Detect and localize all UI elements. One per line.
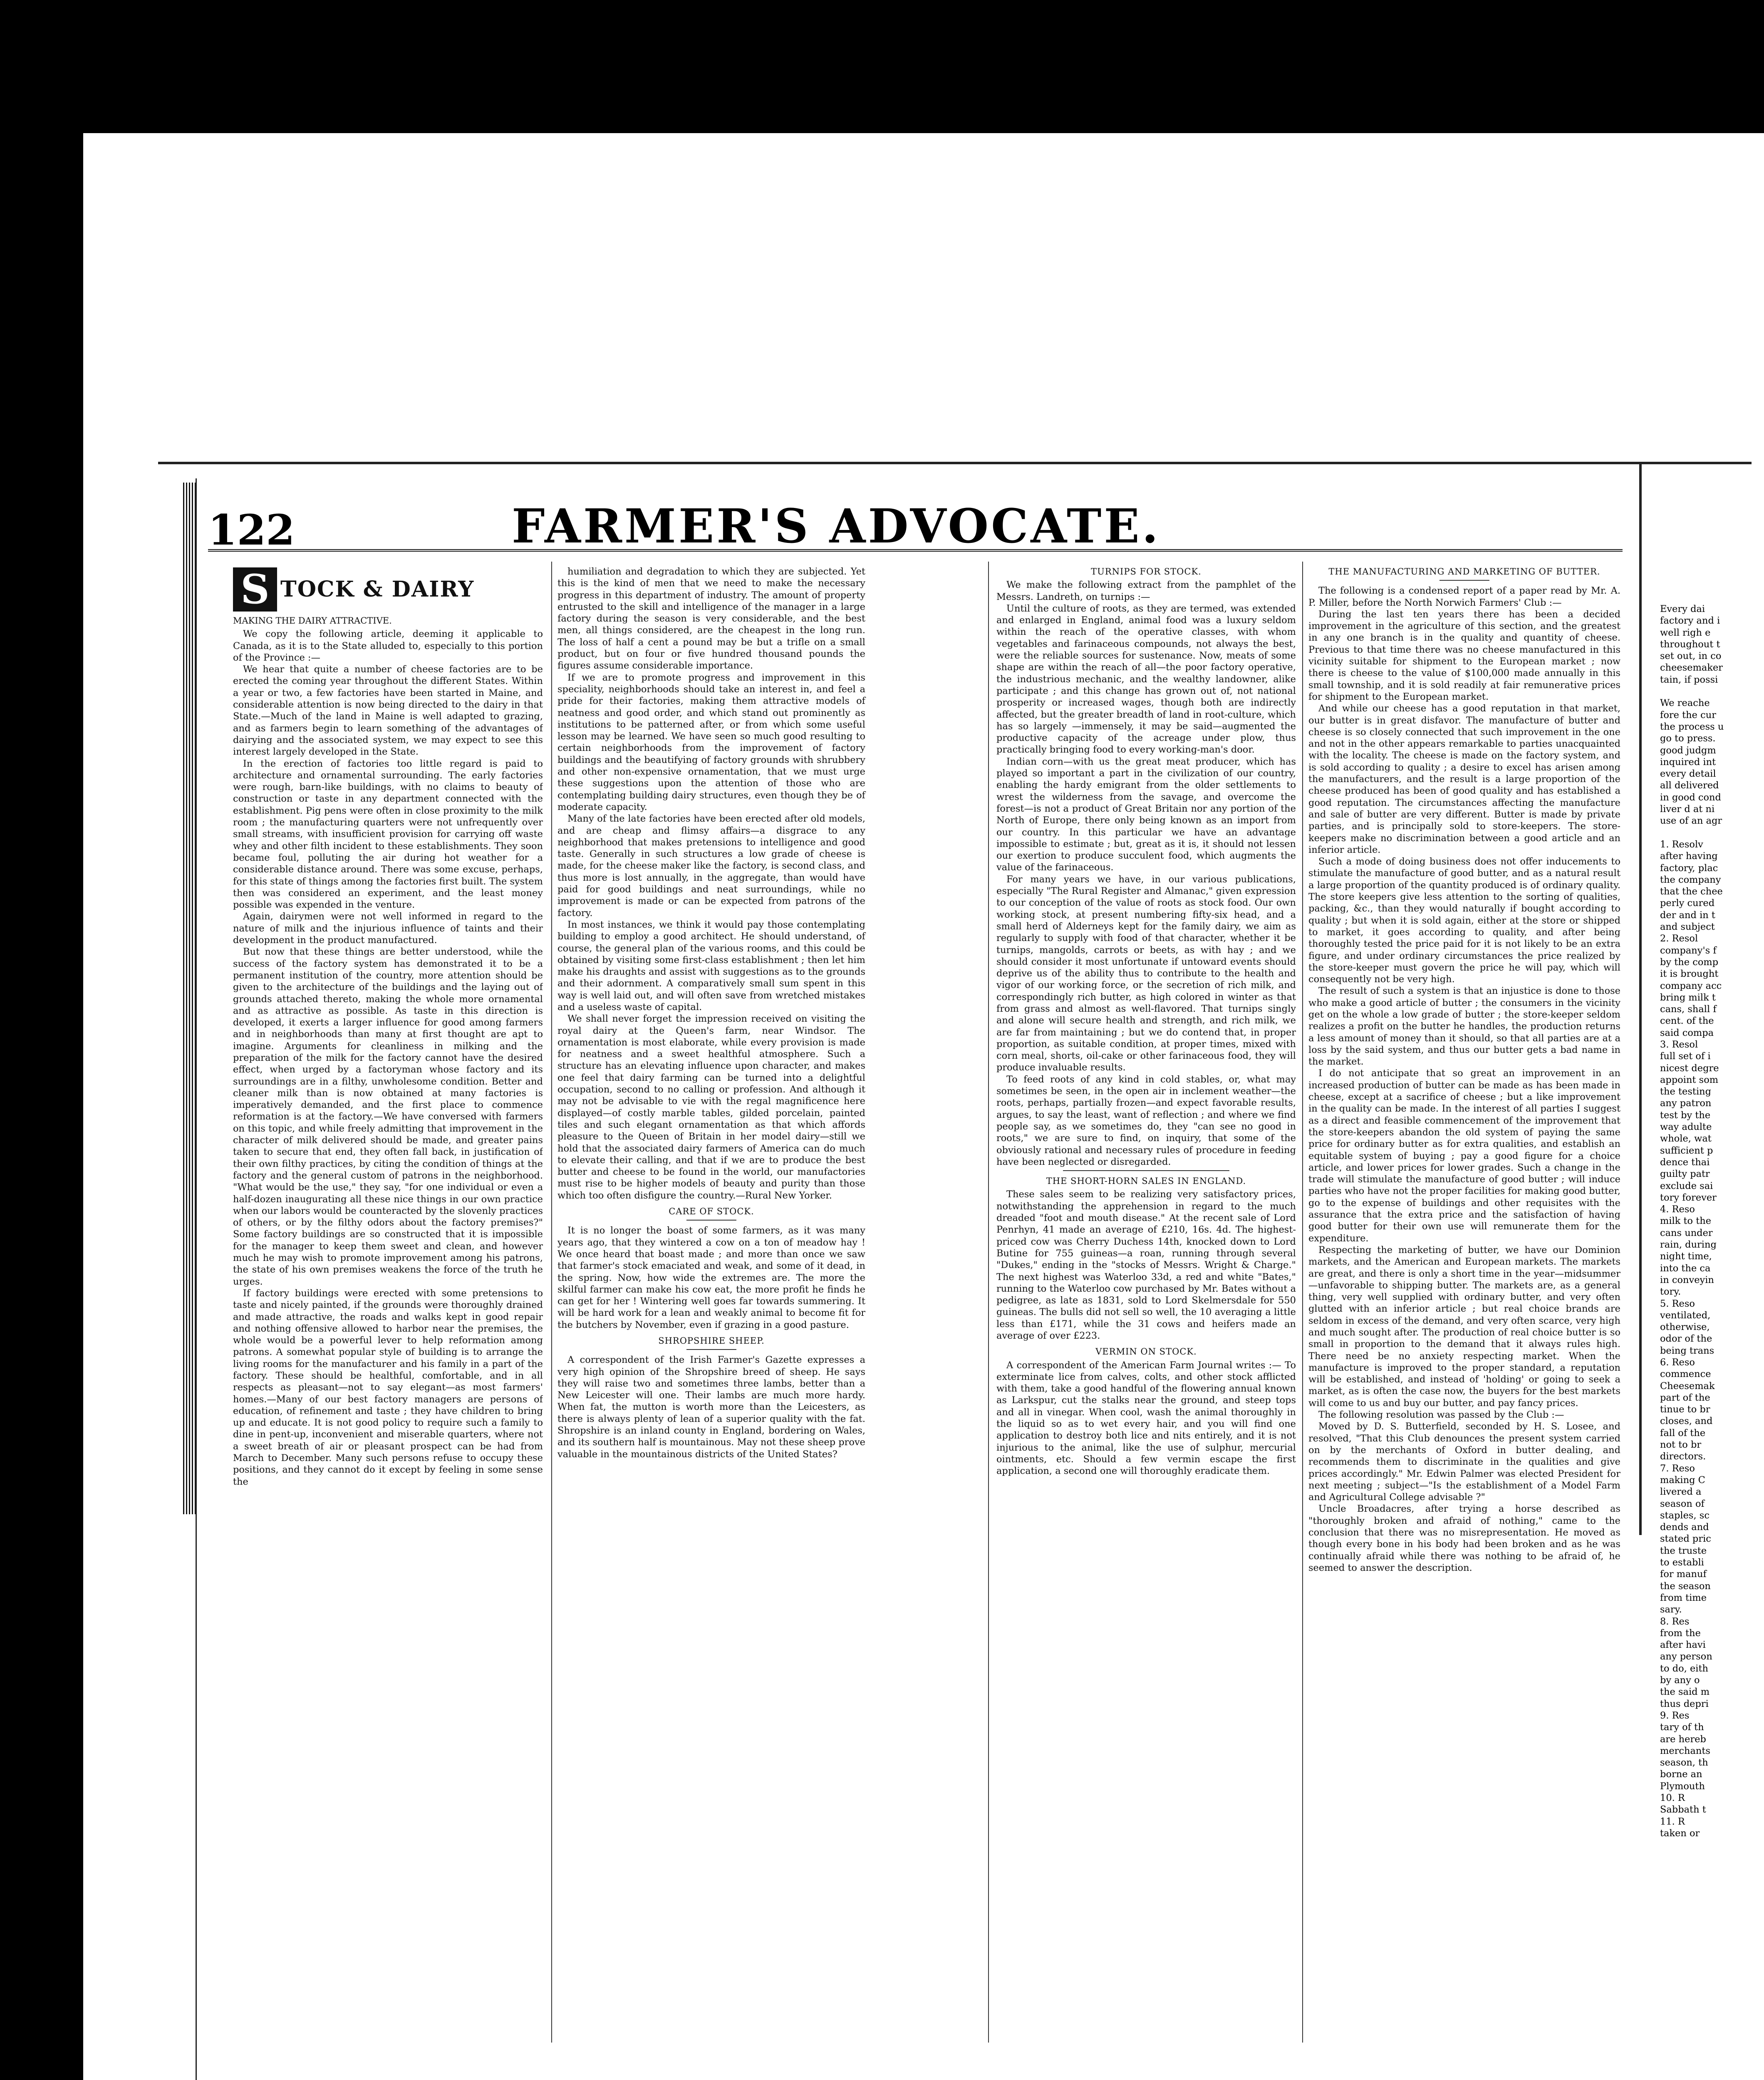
fragment-line: throughout t [1660,639,1720,650]
fragment-line: the testing [1660,1086,1712,1097]
section-title [233,567,543,612]
article-heading-care: CARE OF STOCK. [669,1206,754,1217]
fragment-line: said compa [1660,1027,1714,1038]
fragment-line: Every dai [1660,604,1705,614]
fragment-line: 8. Res [1660,1616,1690,1627]
ornamental-initial: S [233,567,277,612]
paragraph: We make the following extract from the pamphlet of the Messrs. Landreth, on turnips :— [996,579,1296,602]
column-stock-dairy [233,566,543,2080]
fragment-line: cans under [1660,1227,1713,1238]
column-rule [1302,562,1303,2043]
fragment-line: tory forever [1660,1192,1717,1203]
fragment-line: sufficient p [1660,1145,1713,1156]
column-two [557,566,982,2080]
fragment-line: way adulte [1660,1122,1712,1133]
paragraph: But now that these things are better understood, while the success of the factory system has demonstrated it to be a permanent institution of the country, more attention should be given to the architecture of the buildings and the laying out of grounds attached thereto, making the whole more ornamental and as attractive as possible. As taste in this direction is developed, it exerts a larger influence for good among farmers and in neighborhoods than many at first thought are apt to imagine. Arguments for cleanliness in milking and the preparation of the milk for the factory cannot have the desired effect, when urged by a factoryman whose factory and its surroundings are in a filthy, unwholesome condition. Better and cleaner milk than is now obtained at many factories is imperatively demanded, and the first place to commence reformation is at the factory.—We have conversed with farmers on this topic, and while freely admitting that improvement in the character of milk delivered should be made, and greater pains taken to secure that end, they often fall back, in justification of their own filthy practices, by citing the condition of things at the factory and the general custom of patrons in the neighborhood. "What would be the use," they say, "for one individual or even a half-dozen inaugurating all these nice things in our own practice when our labors would be counteracted by the slovenly practices of others, or by the filthy odors about the factory premises?" Some factory buildings are so constructed that it is impossible for the manager to keep them sweet and clean, and however much he may wish to promote improvement among his patrons, the state of his own premises weakens the force of the truth he urges. [233,946,543,1287]
fragment-line [1660,827,1764,839]
fragment-line: in conveyin [1660,1274,1714,1285]
paragraph: Again, dairymen were not well informed in regard to the nature of milk and the injurious influence of taints and their development in the product manufactured. [233,911,543,946]
paragraph: Uncle Broadacres, after trying a horse described as "thoroughly broken and afraid of nothing," came to the conclusion that there was no misrepresentation. He moved as though every bone in his body had been broken and as he was continually afraid while there was nothing to be afraid of, he seemed to answer the description. [1308,1503,1620,1573]
fragment-line: guilty patr [1660,1169,1710,1180]
column-rule [988,562,989,2043]
page-header [208,499,1623,555]
paragraph: During the last ten years there has been a decided improvement in the agriculture of this section, and the greatest in any one branch is in the quality and quantity of cheese. Previous to that time there was no cheese manufactured in this vicinity suitable for shipment to the European market ; now there is cheese to the value of $100,000 made annually in this small township, and it is sold readily at fair remunerative prices for shipment to the European market. [1308,609,1620,702]
fragment-line: inquired int [1660,756,1716,768]
article-body [1308,585,1620,1574]
article-heading-sheep: SHROPSHIRE SHEEP. [658,1336,765,1346]
fragment-line: night time, [1660,1251,1712,1262]
fragment-line: commence [1660,1369,1711,1380]
paragraph: I do not anticipate that so great an improvement in an increased production of butter can be made as has been made in cheese, except at a sacrifice of cheese ; but a like improvement in the quality can be made. In the interest of all parties I suggest as a direct and feasible commencement of the improvement that the store-keepers abandon the old system of paying the same price for ordinary butter as for extra qualities, and establish an equitable system of buying ; pay a good figure for a choice article, and lower prices for lower grades. Such a change in the trade will stimulate the manufacture of good butter ; will induce parties who have not the proper facilities for making good butter, go to the expense of buildings and other requisites with the assurance that the extra price and the satisfaction of having good butter for their own use will remunerate them for the expenditure. [1308,1068,1620,1244]
fragment-line: fall of the [1660,1427,1706,1439]
fragment-line: to do, eith [1660,1663,1709,1674]
fragment-line: milk to the [1660,1216,1712,1227]
fragment-line: staples, sc [1660,1510,1709,1521]
fragment-line: 2. Resol [1660,933,1698,944]
article-body [233,628,543,1488]
fragment-line: 6. Reso [1660,1357,1695,1368]
fragment-line: 1. Resolv [1660,839,1703,850]
paragraph: For many years we have, in our various publications, especially "The Rural Register and Almanac," given expression to our conception of the value of roots as stock food. Our own working stock, at present numbering fifty-six head, and a small herd of Alderneys kept for the family dairy, we aim as regularly to supply with food of that character, whether it be turnips, mangolds, carrots or beets, as with hay ; and we should consider it most unfortunate if untoward events should deprive us of the ability thus to contribute to the health and vigor of our working force, or the secretion of rich milk, and correspondingly rich butter, as high colored in winter as that from grass and almost as well-flavored. That turnips singly and alone will secure health and strength, and rich milk, we are far from maintaining ; but we do contend that, in proper proportion, as suitable condition, at proper times, mixed with corn meal, shorts, oil-cake or other farinaceous food, they will produce invaluable results. [996,874,1296,1073]
fragment-line: directors. [1660,1451,1706,1462]
paragraph: Many of the late factories have been erected after old models, and are cheap and flimsy affairs—a disgrace to any neighborhood that makes pretensions to intelligence and good taste. Generally in such structures a low grade of cheese is made, for the cheese maker like the factory, is second class, and thus more is lost annually, in the aggregate, than would have paid for good buildings and neat surroundings, while no improvement is made or can be expected from patrons of the factory. [557,813,865,919]
fragment-line: cheesemaker [1660,662,1723,674]
fragment-line: Sabbath t [1660,1804,1706,1815]
fragment-line: company's f [1660,945,1717,956]
fragment-line: from time [1660,1592,1707,1603]
article-shorthorn-body: These sales seem to be realizing very satisfactory prices, notwithstanding the apprehension in regard to the much dreaded "foot and mouth disease." At the recent sale of Lord Penrhyn, 41 made an average of £210, 16s. 4d. The highest-priced cow was Cherry Duchess 14th, knocked down to Lord Butine for 755 guineas—a roan, running through several "Dukes," ending in the "stocks of Messrs. Wright & Charge." The next highest was Waterloo 33d, a red and white "Bates," running to the Waterloo cow purchased by Mr. Bates without a pedigree, as late as 1831, sold to Lord Skelmersdale for 550 guineas. The bulls did not sell so well, the 10 averaging a little less than £171, while the 31 cows and heifers made an average of over £223. [996,1189,1296,1341]
fragment-line: thus depri [1660,1698,1709,1709]
article-heading-vermin: VERMIN ON STOCK. [1095,1347,1197,1357]
fragment-line: tain, if possi [1660,674,1718,685]
article-vermin-body: A correspondent of the American Farm Journal writes :— To exterminate lice from calves, colts, and other stock afflicted with them, take a good handful of the flowering annual known as Larkspur, cut the stalks near the ground, and steep tops and all in vinegar. When cool, wash the animal thoroughly in the liquid so as to wet every hair, and you will find one application to destroy both lice and nits entirely, and it is not injurious to the animal, like the use of sulphur, mercurial ointments, etc. Should a few vermin escape the first application, a second one will thoroughly eradicate them. [996,1359,1296,1477]
fragment-line: borne an [1660,1769,1702,1780]
fragment-line: fore the cur [1660,709,1716,721]
fragment-line: season of [1660,1498,1705,1509]
fragment-line: sary. [1660,1604,1682,1615]
fragment-line: cent. of the [1660,1015,1714,1027]
fragment-line: every detail [1660,768,1716,780]
paragraph: Respecting the marketing of butter, we have our Dominion markets, and the American and European markets. The markets are great, and there is only a short time in the year—midsummer—unfavorable to shipping butter. The markets are, as a general thing, very well supplied with ordinary butter, and very often glutted with an inferior article ; but real choice brands are seldom in excess of the demand, and very often scarce, very high and much sought after. The production of real choice butter is so small in proportion to the demand that it always rules high. There need be no anxiety respecting market. When the manufacture is improved to the proper standard, a reputation will be established, and instead of 'holding' or going to seek a market, as is often the case now, the buyers for the best markets will come to us and buy our butter, and pay fancy prices. [1308,1244,1620,1409]
paragraph: The result of such a system is that an injustice is done to those who make a good article of butter ; the consumers in the vicinity get on the whole a low grade of butter ; the store-keeper seldom realizes a profit on the butter he handles, the production returns a less amount of money than it should, so that all parties are at a loss by the said system, and thus our butter gets a bad name in the market. [1308,986,1620,1067]
fragment-line: the truste [1660,1545,1707,1556]
fragment-line: closes, and [1660,1416,1713,1427]
article-care-body: It is no longer the boast of some farmers, as it was many years ago, that they wintered a cow on a ton of meadow hay ! We once heard that boast made ; and more than once we saw that farmer's stock emaciated and weak, and some of it dead, in the spring. Now, how wide the extremes are. The more the skilful farmer can make his cow eat, the more profit he finds he can get for her ! Wintering well goes far towards summering. It will be hard work for a lean and weakly animal to become fit for the butchers by November, even if grazing in a good pasture. [557,1225,865,1330]
fragment-line: company acc [1660,980,1722,991]
masthead: FARMER'S ADVOCATE. [512,499,1161,554]
fragment-line: part of the [1660,1392,1710,1403]
fragment-line: after havi [1660,1639,1706,1651]
paragraph: In most instances, we think it would pay those contemplating building to employ a good architect. He should understand, of course, the general plan of the various rooms, and this could be obtained by visiting some first-class establishment ; then let him make his draughts and assist with suggestions as to the grounds and their adornment. A comparatively small sum spent in this way is well laid out, and will often save from wretched mistakes and a useless waste of capital. [557,919,865,1013]
fragment-line: any patron [1660,1098,1712,1109]
fragment-line: 4. Reso [1660,1204,1695,1215]
article-heading: MAKING THE DAIRY ATTRACTIVE. [233,616,392,626]
fragment-line: season, th [1660,1757,1708,1768]
fragment-line: that the chee [1660,886,1723,897]
page-binding [183,483,196,1514]
fragment-line: the said m [1660,1686,1710,1698]
heading-rule [686,1220,736,1221]
paragraph: In the erection of factories too little regard is paid to architecture and ornamental surrounding. The early factories were rough, barn-like buildings, with no claims to beauty of construction or taste in any department connected with the establishment. Pig pens were often in close proximity to the milk room ; the manufacturing quarters were not unfrequently over small streams, with insufficient provision for carrying off waste whey and other filth incident to these establishments. They soon became foul, polluting the air during hot weather for a considerable distance around. There was some excuse, perhaps, for this state of things among the factories first built. The system then was considered an experiment, and the least money possible was expended in the venture. [233,758,543,911]
fragment-line: good judgm [1660,745,1716,756]
fragment-line: 3. Resol [1660,1039,1698,1050]
fragment-line: by the comp [1660,956,1719,968]
fragment-line: factory and i [1660,615,1720,626]
fragment-line: appoint som [1660,1074,1719,1085]
paragraph: We copy the following article, deeming it applicable to Canada, as it is to the State alluded to, especially to this portion of the Province :— [233,629,543,663]
fragment-line: Cheesemak [1660,1380,1715,1392]
fragment-line: 11. R [1660,1816,1685,1827]
fragment-line: tory. [1660,1286,1681,1298]
fragment-line: Plymouth [1660,1780,1705,1792]
fragment-line: the season [1660,1580,1711,1592]
fragment-line: 10. R [1660,1792,1685,1803]
fragment-line: for manuf [1660,1569,1707,1580]
article-heading-turnips: TURNIPS FOR STOCK. [1091,567,1202,577]
adjacent-page-fragment [1660,603,1764,2059]
fragment-line: dence thai [1660,1156,1710,1168]
fragment-line [1660,686,1764,697]
fragment-line: test by the [1660,1109,1711,1121]
fragment-line: stated pric [1660,1533,1711,1545]
column-three [996,566,1296,2080]
fragment-line: dends and [1660,1522,1709,1533]
fragment-line: are hereb [1660,1733,1706,1745]
heading-rule [686,1349,736,1350]
fragment-line: go to press. [1660,733,1716,744]
paragraph: We shall never forget the impression received on visiting the royal dairy at the Queen's farm, near Windsor. The ornamentation is most elaborate, while every provision is made for neatness and a sweet healthful atmosphere. Such a structure has an elevating influence upon character, and makes one feel that dairy farming can be turned into a delightful occupation, second to no calling or profession. And although it may not be advisable to vie with the regal magnificence here displayed—of costly marble tables, gilded porcelain, painted tiles and such elegant ornamentation as that which affords pleasure to the Queen of Britain in her model dairy—still we hold that the associated dairy farmers of America can do much to elevate their calling, and that if we are to produce the best butter and cheese to be found in the world, our manufactories must rise to be higher models of beauty and purity than those which too often disfigure the country.—Rural New Yorker. [557,1013,865,1201]
section-title-text: TOCK & DAIRY [280,576,475,602]
fragment-line: not to br [1660,1439,1702,1451]
fragment-line: ventilated, [1660,1310,1711,1321]
fragment-line: after having [1660,851,1718,862]
fragment-line: 5. Reso [1660,1298,1695,1309]
fragment-line: full set of i [1660,1051,1711,1062]
fragment-line: taken or [1660,1827,1700,1839]
fragment-line: We reache [1660,698,1710,709]
column-two-content [557,566,865,1460]
fragment-line: use of an agr [1660,815,1722,827]
fragment-line: der and in t [1660,909,1715,921]
fragment-line: nicest degre [1660,1062,1719,1074]
fragment-line: all delivered [1660,780,1719,791]
scan-border-top [0,0,1764,133]
fragment-line: tary of th [1660,1722,1704,1733]
fragment-line: from the [1660,1627,1701,1639]
fragment-line: exclude sai [1660,1180,1713,1191]
article-heading-butter: THE MANUFACTURING AND MARKETING OF BUTTER. [1328,567,1600,577]
fragment-line: into the ca [1660,1263,1711,1274]
fragment-line: in good cond [1660,792,1721,803]
heading-rule [1439,580,1489,581]
scan-border-left [0,0,83,2080]
article-sheep-body: A correspondent of the Irish Farmer's Gazette expresses a very high opinion of the Shropshire breed of sheep. He says they will raise two and sometimes three lambs, better than a New Leicester will one. Their lambs are much more hardy. When fat, the mutton is worth more than the Leicesters, as there is always plenty of lean of a superior quality with the fat. Shropshire is an inland county in England, bordering on Wales, and its southern half is mountainous. May not these sheep prove valuable in the mountainous districts of the United States? [557,1354,865,1460]
fragment-line: and subject [1660,921,1715,933]
fragment-line: whole, wat [1660,1133,1712,1144]
article-body [996,579,1296,1168]
fragment-line: liver d at ni [1660,804,1715,815]
paragraph: We hear that quite a number of cheese factories are to be erected the coming year throughout the different States. Within a year or two, a few factories have been started in Maine, and considerable attention is now being directed to the dairy in that State.—Much of the land in Maine is well adapted to grazing, and as farmers begin to learn something of the advantages of dairying and the associated system, we may expect to see this interest largely developed in the State. [233,664,543,758]
fragment-line: the company [1660,874,1721,885]
fragment-line: perly cured [1660,898,1715,909]
paragraph: Indian corn—with us the great meat producer, which has played so important a part in the civilization of our country, enabling the hardy emigrant from the older settlements to wrest the wilderness from the savage, and overcome the forest—is not a product of Great Britain nor any portion of the North of Europe, there only being known as an import from our country. In this particular we have an advantage impossible to estimate ; but, great as it is, it should not lessen our exertion to produce succulent food, which augments the value of the farinaceous. [996,756,1296,873]
fragment-line: by any o [1660,1675,1700,1686]
fragment-line: being trans [1660,1345,1714,1356]
paragraph: The following resolution was passed by the Club :— [1318,1409,1564,1421]
paragraph: humiliation and degradation to which they are subjected. Yet this is the kind of men that we need to make the necessary progress in this department of industry. The amount of property entrusted to the skill and intelligence of the manager in a large factory during the season is very considerable, and the best men, all things considered, are the cheapest in the long run. The loss of half a cent a pound may be but a trifle on a small product, but on four or five hundred thousand pounds the figures assume considerable importance. [557,566,865,671]
column-rule [551,562,552,2043]
column-four [1308,566,1620,2080]
section-rule [1063,1170,1229,1171]
fragment-line: merchants [1660,1745,1710,1756]
fragment-line: to establi [1660,1557,1704,1568]
paragraph: Until the culture of roots, as they are termed, was extended and enlarged in England, animal food was a luxury seldom within the reach of the operative classes, with whom vegetables and farinaceous compounds, not always the best, were the reliable sources for sustenance. Now, meats of some shape are within the reach of all—the poor factory operative, the industrious mechanic, and the wealthy landowner, alike participate ; and this change has grown out of, not national prosperity or increased wages, though both are indirectly affected, but the greater breadth of land in root-culture, which has so largely —immensely, it may be said—augmented the productive capacity of the acreage under plow, thus practically bringing food to every working-man's door. [996,603,1296,755]
paragraph: If factory buildings were erected with some pretensions to taste and nicely painted, if the grounds were thoroughly drained and made attractive, the roads and walks kept in good repair and nothing offensive allowed to harbor near the premises, the whole would be a powerful lever to help reformation among patrons. A somewhat popular style of building is to arrange the living rooms for the manufacturer and his family in a part of the factory. These should be healthful, comfortable, and in all respects as pleasant—not to say elegant—as most farmers' homes.—Many of our best factory managers are persons of education, of refinement and taste ; they have children to bring up and educate. It is not good policy to require such a family to dine in pent-up, inconvenient and miserable quarters, where not a sweet breath of air or pleasant prospect can be had from March to December. Many such persons refuse to occupy these positions, and they cannot do it except by feeling in some sense the [233,1288,543,1487]
article-heading-shorthorn: THE SHORT-HORN SALES IN ENGLAND. [1046,1176,1246,1186]
fragment-line: making C [1660,1474,1705,1486]
paragraph: And while our cheese has a good reputation in that market, our butter is in great disfavor. The manufacture of butter and cheese is so closely connected that such improvement in the one and not in the other appears remarkable to parties unacquainted with the locality. The cheese is made on the factory system, and is sold according to quality ; a desire to excel has arisen among the manufacturers, and the result is a large proportion of the cheese produced has been of good quality and has established a good reputation. The circumstances affecting the manufacture and sale of butter are very different. Butter is made by private parties, and is principally sold to store-keepers. The store-keepers make no discrimination between a good article and an inferior article. [1308,703,1620,855]
fragment-line: it is brought [1660,968,1719,980]
fragment-line: bring milk t [1660,992,1716,1003]
fragment-line: cans, shall f [1660,1004,1717,1015]
paragraph: To feed roots of any kind in cold stables, or, what may sometimes be seen, in the open air in inclement weather—the roots, perhaps, partially frozen—and expect favorable results, argues, to say the least, want of reflection ; and where we find people say, as we sometimes do, they "can see no good in roots," we are sure to find, on inquiry, that some of the obviously rational and necessary rules of procedure in feeding have been neglected or disregarded. [996,1074,1296,1167]
fragment-line: livered a [1660,1486,1702,1498]
fragment-line: odor of the [1660,1333,1712,1345]
article-body [557,566,865,1201]
paragraph: If we are to promote progress and improvement in this speciality, neighborhoods should take an interest in, and feel a pride for their factories, making them attractive models of neatness and good order, and which stand out prominently as institutions to be patterned after, or from which some useful lesson may be learned. We have seen so much good resulting to certain neighborhoods from the improvement of factory buildings and the beautifying of factory grounds with shrubbery and other non-expensive ornamentation, that we must urge these suggestions upon the attention of those who are contemplating building dairy structures, even though they be of moderate capacity. [557,672,865,812]
page-number: 122 [208,505,295,555]
paragraph: The following is a condensed report of a paper read by Mr. A. P. Miller, before the North Norwich Farmers' Club :— [1308,585,1620,608]
fragment-line: factory, plac [1660,862,1718,874]
paragraph: Such a mode of doing business does not offer inducements to stimulate the manufacture of good butter, and as a natural result a large proportion of the quantity produced is of ordinary quality. The store keepers give less attention to the sorting of qualities, packing, &c., than they would naturally if bought according to quality ; but when it is sold again, either at the store or shipped to market, it goes according to quality, and after being thoroughly tested the price paid for it is not likely to be an extra figure, and under ordinary circumstances the price realized by the store-keeper must govern the price he will pay, which will consequently not be very high. [1308,856,1620,985]
fragment-line: 7. Reso [1660,1463,1695,1474]
fragment-line: set out, in co [1660,651,1722,662]
fragment-line: tinue to br [1660,1404,1710,1415]
book-edge-right [1639,462,1642,1535]
fragment-line: well righ e [1660,627,1711,638]
fragment-line: otherwise, [1660,1322,1710,1333]
paragraph: Moved by D. S. Butterfield, seconded by H. S. Losee, and resolved, "That this Club denounces the present system carried on by the merchants of Oxford in butter dealing, and recommends them to discriminate in the qualities and give prices accordingly." Mr. Edwin Palmer was elected President for next meeting ; subject—"Is the establishment of a Model Farm and Agricultural College advisable ?" [1308,1421,1620,1503]
fragment-line: any person [1660,1651,1712,1662]
fragment-line: the process u [1660,721,1724,732]
fragment-line: rain, during [1660,1239,1717,1250]
fragment-line: 9. Res [1660,1710,1690,1721]
